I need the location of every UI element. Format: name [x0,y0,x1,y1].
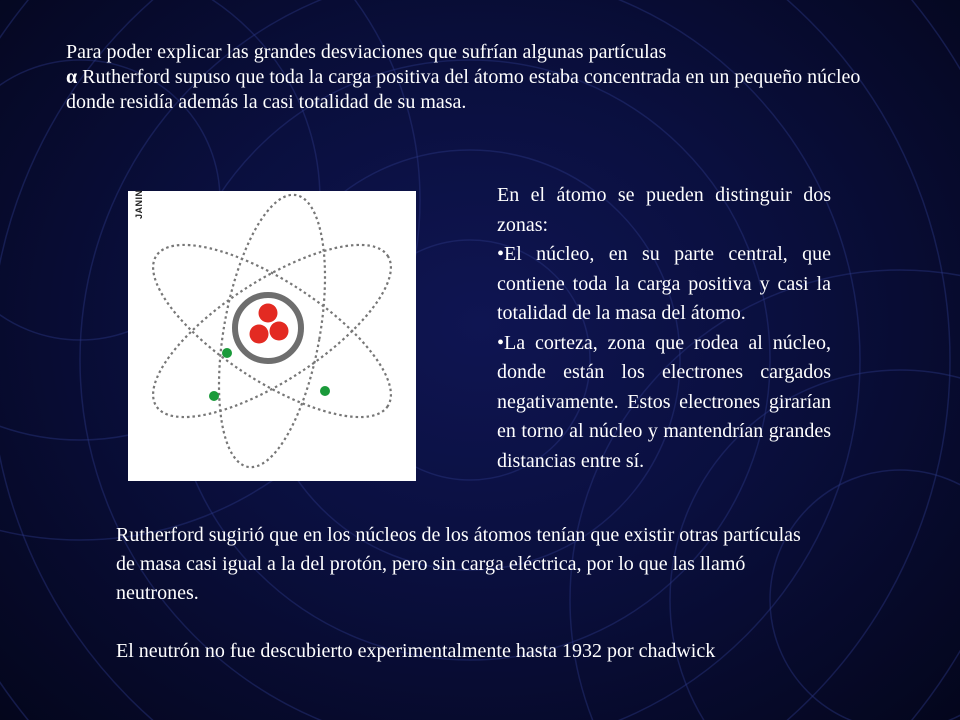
proton-right [270,322,289,341]
electron-3 [320,386,330,396]
electron-1 [222,348,232,358]
intro-line2: Rutherford supuso que toda la carga positiva del átomo estaba concentrada en un pequeño núcleo donde residía además la casi totalidad de su masa. [66,66,861,113]
zones-description [497,181,831,476]
proton-left [250,325,269,344]
intro-paragraph [66,40,906,115]
proton-top [259,304,278,323]
atom-illustration [128,191,416,481]
alpha-symbol: α [66,66,78,88]
atom-diagram [128,191,416,481]
electron-2 [209,391,219,401]
zones-heading: En el átomo se pueden distinguir dos zonas: [497,184,831,236]
janin-watermark: JANIN [134,189,144,219]
zone-item-nucleus: •El núcleo, en su parte central, que contiene toda la carga positiva y casi la totalidad de la masa del átomo. [497,243,831,324]
neutron-paragraph: Rutherford sugirió que en los núcleos de los átomos tenían que existir otras partículas de masa casi igual a la del protón, pero sin carga eléctrica, por lo que las llamó neutrones. [116,524,801,604]
zone-item-cortex: •La corteza, zona que rodea al núcleo, donde están los electrones cargados negativamente. Estos electrones girarían en torno al núcleo y mantendrían grandes distancias entre sí. [497,331,831,472]
intro-line1: Para poder explicar las grandes desviaciones que sufrían algunas partículas [66,41,667,63]
chadwick-paragraph: El neutrón no fue descubierto experimentalmente hasta 1932 por chadwick [116,640,716,662]
neutron-section [116,521,816,666]
